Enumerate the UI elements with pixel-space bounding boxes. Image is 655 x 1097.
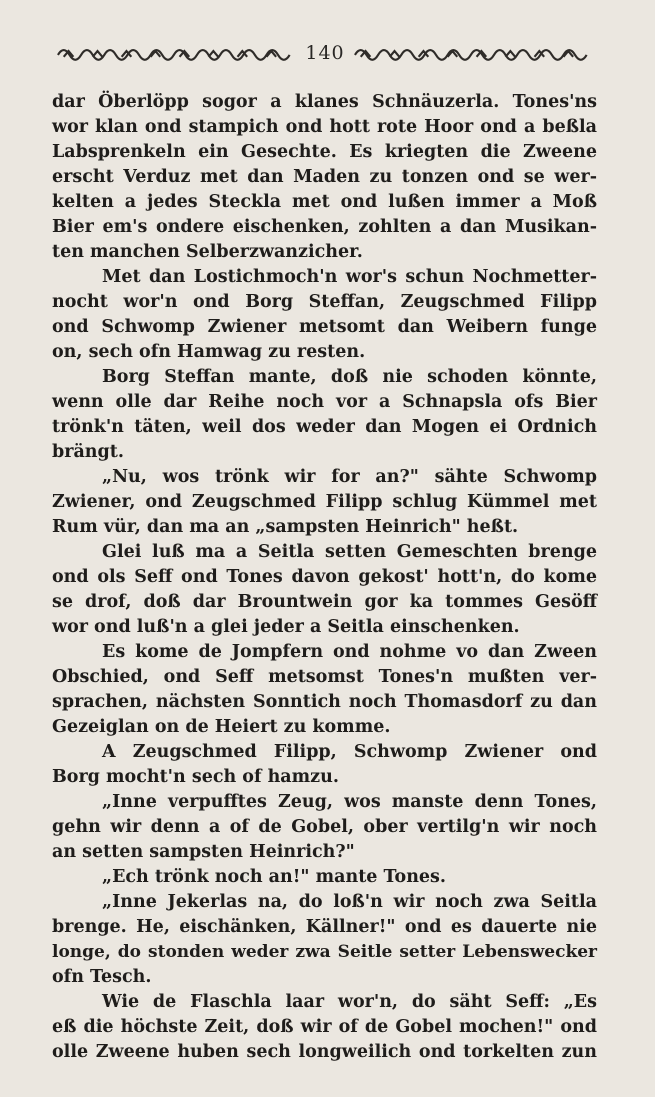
text-line: Met dan Lostichmoch'n wor's schun Nochmetter- (102, 267, 597, 287)
text-line: sprachen, nächsten Sonntich noch Thomasdorf zu dan (52, 692, 597, 712)
text-line: se drof, doß dar Brountwein gor ka tommes Gesöff (52, 592, 597, 612)
text-line: Borg mocht'n sech of hamzu. (52, 767, 339, 787)
text-line: ond Schwomp Zwiener metsomt dan Weibern funge (52, 317, 597, 337)
text-line: ten manchen Selberzwanzicher. (52, 242, 363, 262)
text-line: olle Zweene huben sech longweilich ond torkelten zun (52, 1042, 597, 1062)
text-line: „Ech trönk noch an!" mante Tones. (102, 867, 446, 887)
text-line: wenn olle dar Reihe noch vor a Schnapsla ofs Bier (52, 392, 597, 412)
text-line: wor ond luß'n a glei jeder a Seitla einschenken. (52, 617, 520, 637)
text-line: „Inne verpufftes Zeug, wos manste denn Tones, (102, 792, 597, 812)
text-line: nocht wor'n ond Borg Steffan, Zeugschmed Filipp (52, 292, 597, 312)
text-line: ofn Tesch. (52, 967, 152, 987)
text-line: erscht Verduz met dan Maden zu tonzen ond se wer- (52, 167, 597, 187)
text-line: Zwiener, ond Zeugschmed Filipp schlug Kümmel met (52, 492, 597, 512)
text-line: longe, do stonden weder zwa Seitle setter Lebenswecker (52, 942, 597, 962)
text-line: Wie de Flaschla laar wor'n, do säht Seff: „Es (102, 992, 597, 1012)
text-line: Es kome de Jompfern ond nohme vo dan Zween (102, 642, 597, 662)
text-line: ond ols Seff ond Tones davon gekost' hott'n, do kome (52, 567, 597, 587)
page-header (56, 38, 594, 68)
text-line: trönk'n täten, weil dos weder dan Mogen ei Ordnich (52, 417, 597, 437)
text-line: Borg Steffan mante, doß nie schoden könnte, (102, 367, 597, 387)
text-line: gehn wir denn a of de Gobel, ober vertilg'n wir noch (52, 817, 597, 837)
text-line: „Inne Jekerlas na, do loß'n wir noch zwa Seitla (102, 892, 597, 912)
left-ornament-icon (56, 43, 297, 63)
text-line: eß die höchste Zeit, doß wir of de Gobel mochen!" ond (52, 1017, 597, 1037)
text-line: brenge. He, eischänken, Källner!" ond es dauerte nie (52, 917, 597, 937)
text-line: an setten sampsten Heinrich?" (52, 842, 355, 862)
text-line: dar Öberlöpp sogor a klanes Schnäuzerla. Tones'ns (52, 92, 597, 112)
text-line: wor klan ond stampich ond hott rote Hoor ond a beßla (52, 117, 597, 137)
page-number: 140 (305, 42, 345, 64)
text-line: on, sech ofn Hamwag zu resten. (52, 342, 366, 362)
right-ornament-icon (353, 43, 594, 63)
text-line: brängt. (52, 442, 124, 462)
text-line: Rum vür, dan ma an „sampsten Heinrich" heßt. (52, 517, 519, 537)
text-line: Gezeiglan on de Heiert zu komme. (52, 717, 391, 737)
text-line: Bier em's ondere eischenken, zohlten a dan Musikan- (52, 217, 597, 237)
page-text (52, 90, 597, 1065)
text-line: „Nu, wos trönk wir for an?" sähte Schwomp (102, 467, 597, 487)
text-line: Glei luß ma a Seitla setten Gemeschten brenge (102, 542, 597, 562)
text-line: A Zeugschmed Filipp, Schwomp Zwiener ond (102, 742, 597, 762)
text-line: Obschied, ond Seff metsomst Tones'n mußten ver- (52, 667, 597, 687)
text-line: kelten a jedes Steckla met ond lußen immer a Moß (52, 192, 597, 212)
text-line: Labsprenkeln ein Gesechte. Es kriegten die Zweene (52, 142, 597, 162)
